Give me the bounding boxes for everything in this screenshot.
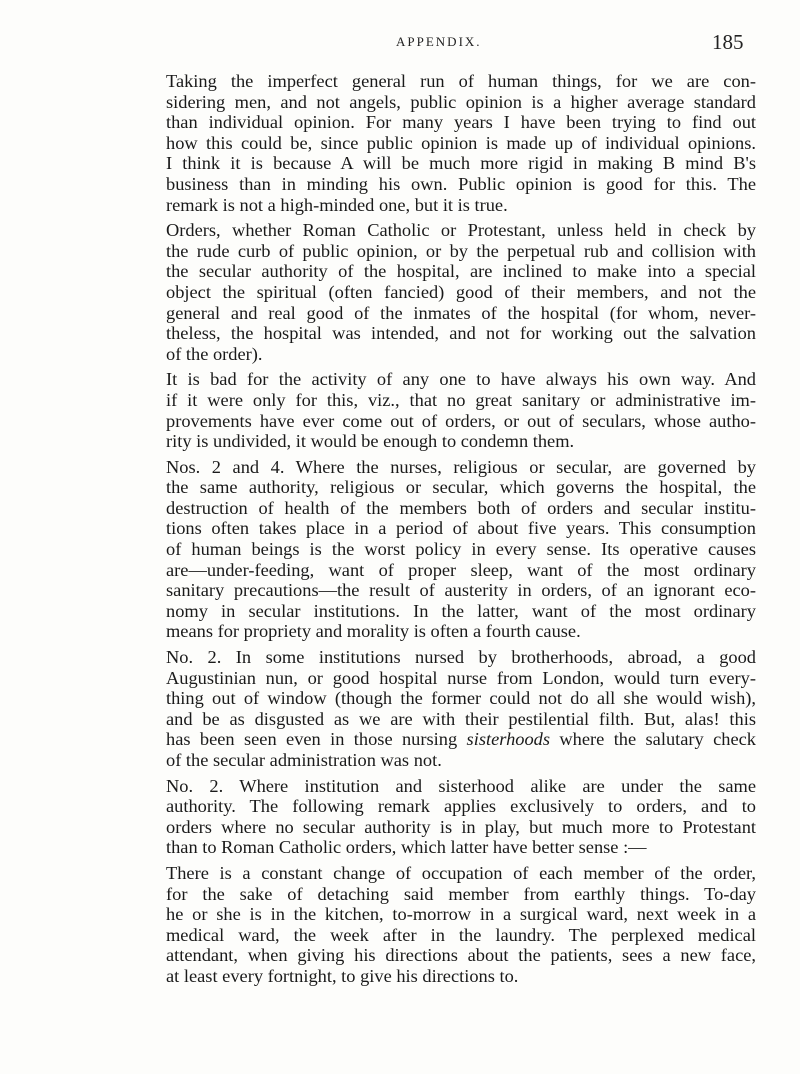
paragraph-change-of-occupation: [136, 863, 756, 987]
text-line: Orders, whether Roman Catholic or Protestant, unless held in check by: [166, 220, 756, 241]
text-line: attendant, when giving his directions about the patients, sees a new face,: [166, 945, 756, 966]
text-line: theless, the hospital was intended, and not for working out the salvation: [166, 323, 756, 344]
page-number: 185: [712, 30, 744, 54]
text-line: business than in minding his own. Public opinion is good for this. The: [166, 173, 756, 194]
text-line: There is a constant change of occupation of each member of the order,: [166, 862, 756, 883]
text-line: Taking the imperfect general run of human things, for we are con-: [166, 71, 756, 91]
text-line: remark is not a high-minded one, but it is true.: [166, 194, 508, 215]
running-head: APPENDIX.: [396, 34, 482, 49]
text-line: It is bad for the activity of any one to have always his own way. And: [166, 369, 756, 390]
text-line: I think it is because A will be much more rigid in making B mind B's: [166, 153, 756, 174]
text-line: authority. The following remark applies exclusively to orders, and to: [166, 796, 756, 817]
text-line: if it were only for this, viz., that no great sanitary or administrative im-: [166, 389, 756, 410]
text-line: the rude curb of public opinion, or by the perpetual rub and collision with: [166, 240, 756, 261]
paragraph-activity: [136, 369, 756, 451]
text-line: sidering men, and not angels, public opinion is a higher average standard: [166, 91, 756, 112]
paragraph-no-2-sisterhood: [136, 776, 756, 858]
text-line: means for propriety and morality is often a fourth cause.: [166, 621, 581, 642]
text-line: for the sake of detaching said member from earthly things. To-day: [166, 883, 756, 904]
paragraph-no-2-brotherhoods: [136, 647, 756, 771]
text-line: the same authority, religious or secular, which governs the hospital, the: [166, 477, 756, 498]
text-line: Nos. 2 and 4. Where the nurses, religious or secular, are governed by: [166, 456, 756, 477]
text-line: provements have ever come out of orders, or out of seculars, whose autho-: [166, 410, 756, 431]
line-text-after-italic: where the salutary check: [550, 729, 756, 750]
text-line: and be as disgusted as we are with their pestilential filth. But, alas! this: [166, 708, 756, 729]
text-line: than individual opinion. For many years I have been trying to find out: [166, 112, 756, 133]
text-line: of human beings is the worst policy in every sense. Its operative causes: [166, 539, 756, 560]
paragraph-orders: [136, 220, 756, 364]
text-line: [136, 729, 756, 750]
paragraph-public-opinion: [136, 71, 756, 215]
text-line: Augustinian nun, or good hospital nurse from London, would turn every-: [166, 667, 756, 688]
text-line: orders where no secular authority is in play, but much more to Protestant: [166, 816, 756, 837]
text-line: than to Roman Catholic orders, which latter have better sense :—: [166, 837, 647, 858]
text-line: object the spiritual (often fancied) good of their members, and not the: [166, 281, 756, 302]
text-line: destruction of health of the members both of orders and secular institu-: [166, 497, 756, 518]
body-text: [136, 71, 756, 987]
line-text-before-italic: has been seen even in those nursing: [166, 729, 467, 750]
text-line: he or she is in the kitchen, to-morrow in a surgical ward, next week in a: [166, 904, 756, 925]
text-line: rity is undivided, it would be enough to condemn them.: [166, 431, 575, 452]
text-line: thing out of window (though the former could not do all she would wish),: [166, 688, 756, 709]
text-line: how this could be, since public opinion is made up of individual opinions.: [166, 132, 756, 153]
text-line: tions often takes place in a period of about five years. This consumption: [166, 518, 756, 539]
text-line: nomy in secular institutions. In the latter, want of the most ordinary: [166, 600, 756, 621]
text-line: general and real good of the inmates of the hospital (for whom, never-: [166, 302, 756, 323]
paragraph-nos-2-and-4: [136, 457, 756, 642]
text-line: sanitary precautions—the result of austerity in orders, of an ignorant eco-: [166, 580, 756, 601]
text-line: No. 2. In some institutions nursed by brotherhoods, abroad, a good: [166, 647, 756, 668]
text-line: medical ward, the week after in the laundry. The perplexed medical: [166, 924, 756, 945]
text-line: at least every fortnight, to give his directions to.: [166, 965, 519, 986]
text-line: are—under-feeding, want of proper sleep, want of the most ordinary: [166, 559, 756, 580]
text-line: No. 2. Where institution and sisterhood alike are under the same: [166, 775, 756, 796]
text-line: of the secular administration was not.: [166, 750, 442, 770]
text-line: of the order).: [166, 343, 263, 364]
text-line: the secular authority of the hospital, are inclined to make into a special: [166, 261, 756, 282]
italic-word: sisterhoods: [466, 729, 551, 750]
